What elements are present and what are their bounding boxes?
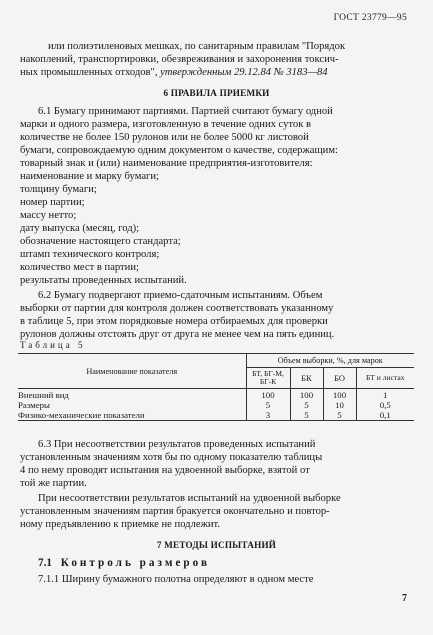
table-cell: 100 (323, 389, 356, 401)
p63-line-2: установленным значениям хотя бы по одному показателю таблицы (20, 452, 323, 463)
table-brand-header: БК (290, 368, 323, 389)
p61-line-14: результаты проведенных испытаний. (20, 275, 187, 286)
table-cell: 100 (290, 389, 323, 401)
table-cell: 10 (323, 400, 356, 410)
p61-line-11: обозначение настоящего стандарта; (20, 236, 181, 247)
section-6-title: 6 ПРАВИЛА ПРИЕМКИ (163, 88, 270, 98)
intro-line-3-text: ных промышленных отходов", (20, 67, 158, 78)
standard-code-header: ГОСТ 23779—95 (333, 13, 407, 23)
p61-line-1: 6.1 Бумагу принимают партиями. Партией считают бумагу одной (38, 106, 333, 117)
table-cell: 1 (356, 389, 414, 401)
table-row (18, 400, 414, 410)
table-cell: 0,5 (356, 400, 414, 410)
table-row-name: Физико-механические показатели (18, 410, 246, 421)
table-cell: 0,1 (356, 410, 414, 421)
p62-line-2: выборки от партии для контроля должен соответствовать указанному (20, 303, 334, 314)
table-brand-header: БТ, БГ-М, БГ-К (246, 368, 290, 389)
p63-line-1: 6.3 При несоответствии результатов проведенных испытаний (38, 439, 316, 450)
p61-line-13: количество мест в партии; (20, 262, 139, 273)
table-5-caption: Таблица 5 (20, 340, 86, 350)
table-group-header: Объем выборки, %, для марок (246, 354, 414, 368)
intro-line-1: или полиэтиленовых мешках, по санитарным правилам "Порядок (48, 41, 346, 52)
p64-line-3: ному предъявлению к приемке не подлежит. (20, 519, 221, 530)
p61-line-9: массу нетто; (20, 210, 77, 221)
table-cell: 5 (290, 410, 323, 421)
p711-line-1: 7.1.1 Ширину бумажного полотна определяют в одном месте (38, 574, 314, 585)
table-row (18, 410, 414, 421)
p61-line-6: наименование и марку бумаги; (20, 171, 159, 182)
p62-line-3: в таблице 5, при этом порядковые номера отбираемых для проверки (20, 316, 328, 327)
p64-line-2: установленным значениям партия бракуется окончательно и повтор- (20, 506, 330, 517)
subsection-7-1-title: Контроль размеров (60, 557, 210, 569)
p63-line-3: 4 по нему проводят испытания на удвоенной выборке, взятой от (20, 465, 310, 476)
table-cell: 5 (246, 400, 290, 410)
table-5 (18, 353, 414, 421)
p61-line-12: штамп технического контроля; (20, 249, 160, 260)
intro-line-2: накоплений, транспортировки, обезвреживания и захоронения токсич- (20, 54, 339, 65)
table-cell: 5 (323, 410, 356, 421)
p62-line-1: 6.2 Бумагу подвергают приемо-сдаточным испытаниям. Объем (38, 290, 323, 301)
subsection-7-1-heading (38, 557, 210, 569)
p61-line-2: марки и одного размера, изготовленную в течение одних суток в (20, 119, 311, 130)
p64-line-1: При несоответствии результатов испытаний на удвоенной выборке (38, 493, 341, 504)
table-brand-header: БО (323, 368, 356, 389)
table-row (18, 389, 414, 401)
p62-line-4: рулонов должны отстоять друг от друга не менее чем на пять единиц. (20, 329, 335, 340)
p61-line-5: товарный знак и (или) наименование предприятия-изготовителя: (20, 158, 313, 169)
table-row-name: Размеры (18, 400, 50, 410)
subsection-7-1-number: 7.1 (38, 557, 52, 569)
table-cell: 3 (246, 410, 290, 421)
table-cell: 100 (246, 389, 290, 401)
table-row-name: Внешний вид (18, 390, 69, 400)
intro-line-3 (20, 66, 328, 79)
p61-line-8: номер партии; (20, 197, 85, 208)
p61-line-10: дату выпуска (месяц, год); (20, 223, 140, 234)
page-number: 7 (402, 593, 407, 604)
table-brand-header: БТ и листах (356, 368, 414, 389)
section-7-title: 7 МЕТОДЫ ИСПЫТАНИЙ (156, 540, 277, 550)
p61-line-7: толщину бумаги; (20, 184, 97, 195)
p63-line-4: той же партии. (20, 478, 87, 489)
table-col-header: Наименование показателя (18, 354, 246, 389)
table-cell: 5 (290, 400, 323, 410)
p61-line-3: количестве не более 150 рулонов или не более 5000 кг листовой (20, 132, 309, 143)
intro-line-3-italic: утвержденным 29.12.84 № 3183—84 (157, 67, 328, 78)
p61-line-4: бумаги, сопровождаемую одним документом о качестве, содержащим: (20, 145, 338, 156)
